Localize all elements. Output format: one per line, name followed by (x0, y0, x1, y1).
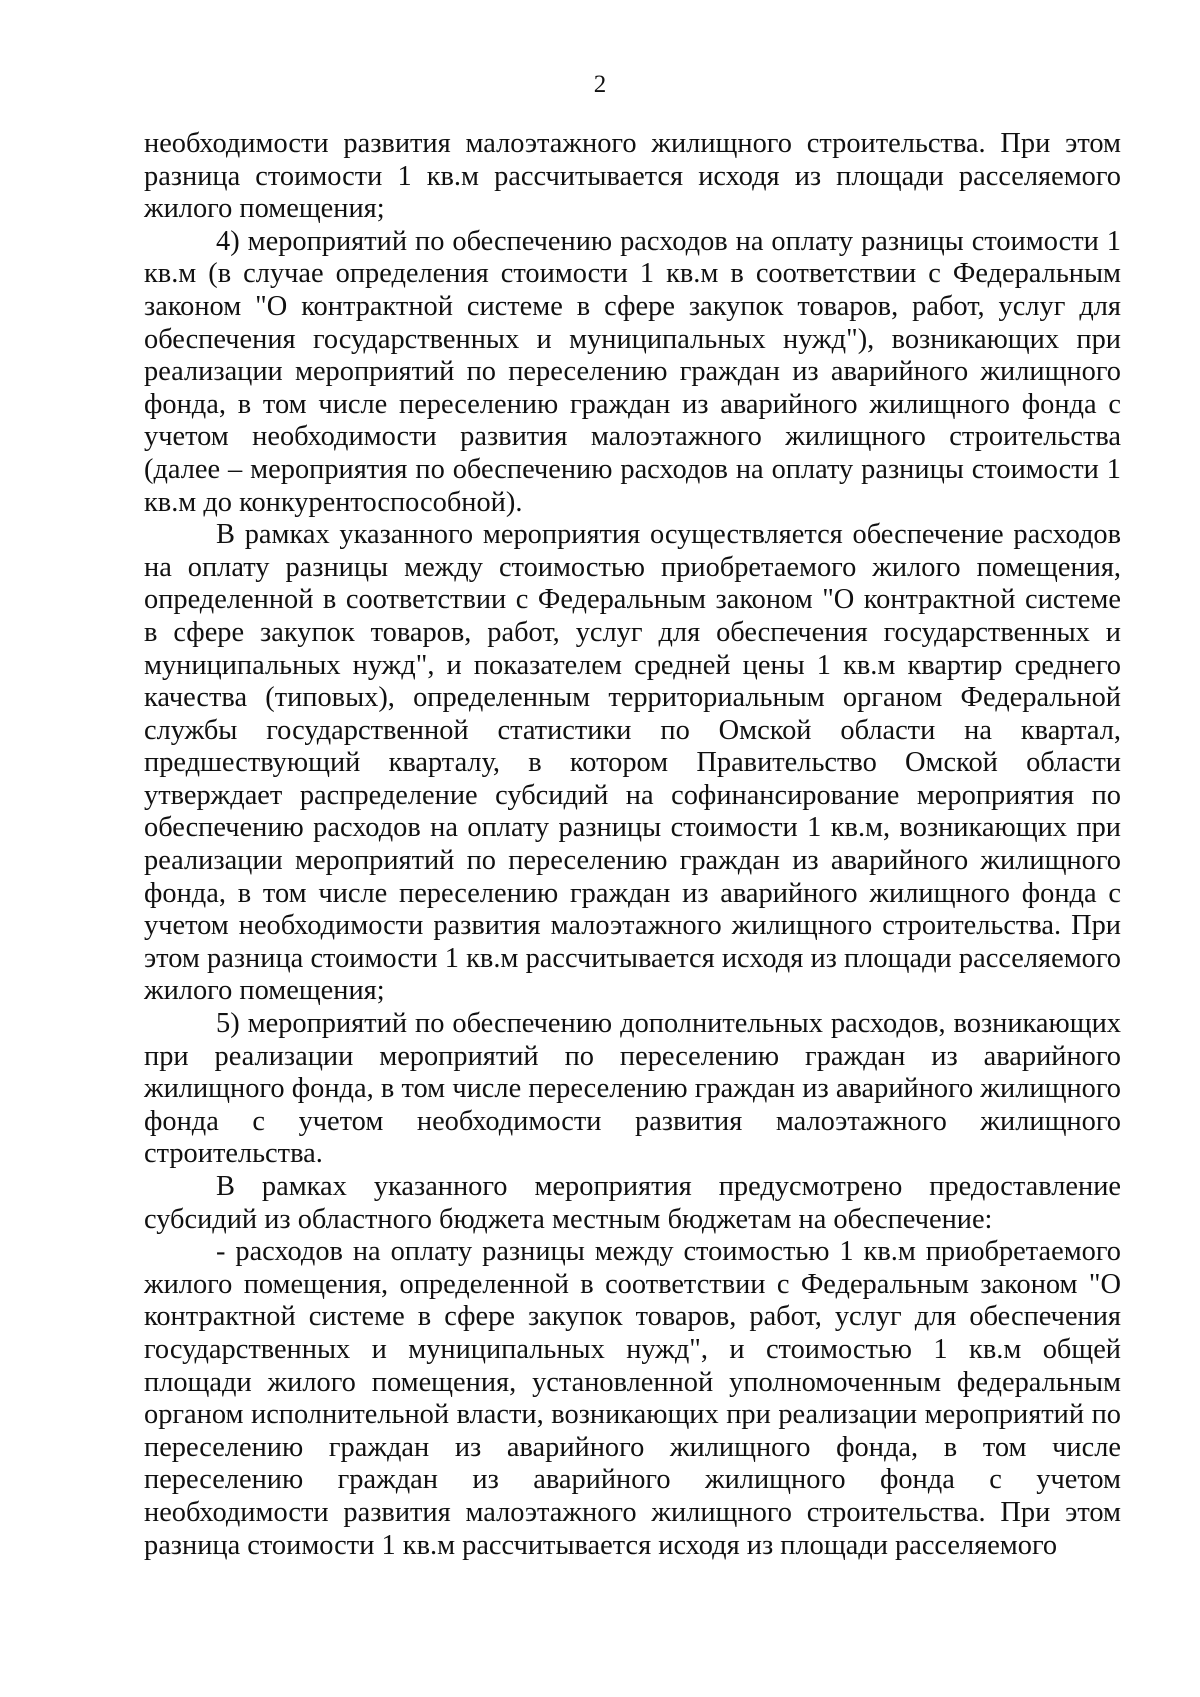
paragraph-continuation: необходимости развития малоэтажного жилищного строительства. При этом разница стоимости 1 кв.м рассчитывается исходя из площади расселяемого жилого помещения; (144, 128, 1121, 225)
paragraph-item-5-detail: В рамках указанного мероприятия предусмотрено предоставление субсидий из областного бюджета местным бюджетам на обеспечение: (144, 1171, 1121, 1235)
document-body (144, 128, 1121, 1562)
paragraph-item-5: 5) мероприятий по обеспечению дополнительных расходов, возникающих при реализации мероприятий по переселению граждан из аварийного жилищного фонда, в том числе переселению граждан из аварийного жилищного фонда с учетом необходимости развития малоэтажного жилищного строительства. (144, 1008, 1121, 1170)
paragraph-expense-bullet: - расходов на оплату разницы между стоимостью 1 кв.м приобретаемого жилого помещения, определенной в соответствии с Федеральным законом "О контрактной системе в сфере закупок товаров, работ, услуг для обеспечения государственных и муниципальных нужд", и стоимостью 1 кв.м общей площади жилого помещения, установленной уполномоченным федеральным органом исполнительной власти, возникающих при реализации мероприятий по переселению граждан из аварийного жилищного фонда, в том числе переселению граждан из аварийного жилищного фонда с учетом необходимости развития малоэтажного жилищного строительства. При этом разница стоимости 1 кв.м рассчитывается исходя из площади расселяемого (144, 1236, 1121, 1561)
page-number: 2 (593, 71, 607, 98)
paragraph-item-4: 4) мероприятий по обеспечению расходов на оплату разницы стоимости 1 кв.м (в случае определения стоимости 1 кв.м в соответствии с Федеральным законом "О контрактной системе в сфере закупок товаров, работ, услуг для обеспечения государственных и муниципальных нужд"), возникающих при реализации мероприятий по переселению граждан из аварийного жилищного фонда, в том числе переселению граждан из аварийного жилищного фонда с учетом необходимости развития малоэтажного жилищного строительства (далее – мероприятия по обеспечению расходов на оплату разницы стоимости 1 кв.м до конкурентоспособной). (144, 225, 1121, 518)
paragraph-item-4-detail: В рамках указанного мероприятия осуществляется обеспечение расходов на оплату разницы между стоимостью приобретаемого жилого помещения, определенной в соответствии с Федеральным законом "О контрактной системе в сфере закупок товаров, работ, услуг для обеспечения государственных и муниципальных нужд", и показателем средней цены 1 кв.м квартир среднего качества (типовых), определенным территориальным органом Федеральной службы государственной статистики по Омской области на квартал, предшествующий кварталу, в котором Правительство Омской области утверждает распределение субсидий на софинансирование мероприятия по обеспечению расходов на оплату разницы стоимости 1 кв.м, возникающих при реализации мероприятий по переселению граждан из аварийного жилищного фонда, в том числе переселению граждан из аварийного жилищного фонда с учетом необходимости развития малоэтажного жилищного строительства. При этом разница стоимости 1 кв.м рассчитывается исходя из площади расселяемого жилого помещения; (144, 519, 1121, 1007)
